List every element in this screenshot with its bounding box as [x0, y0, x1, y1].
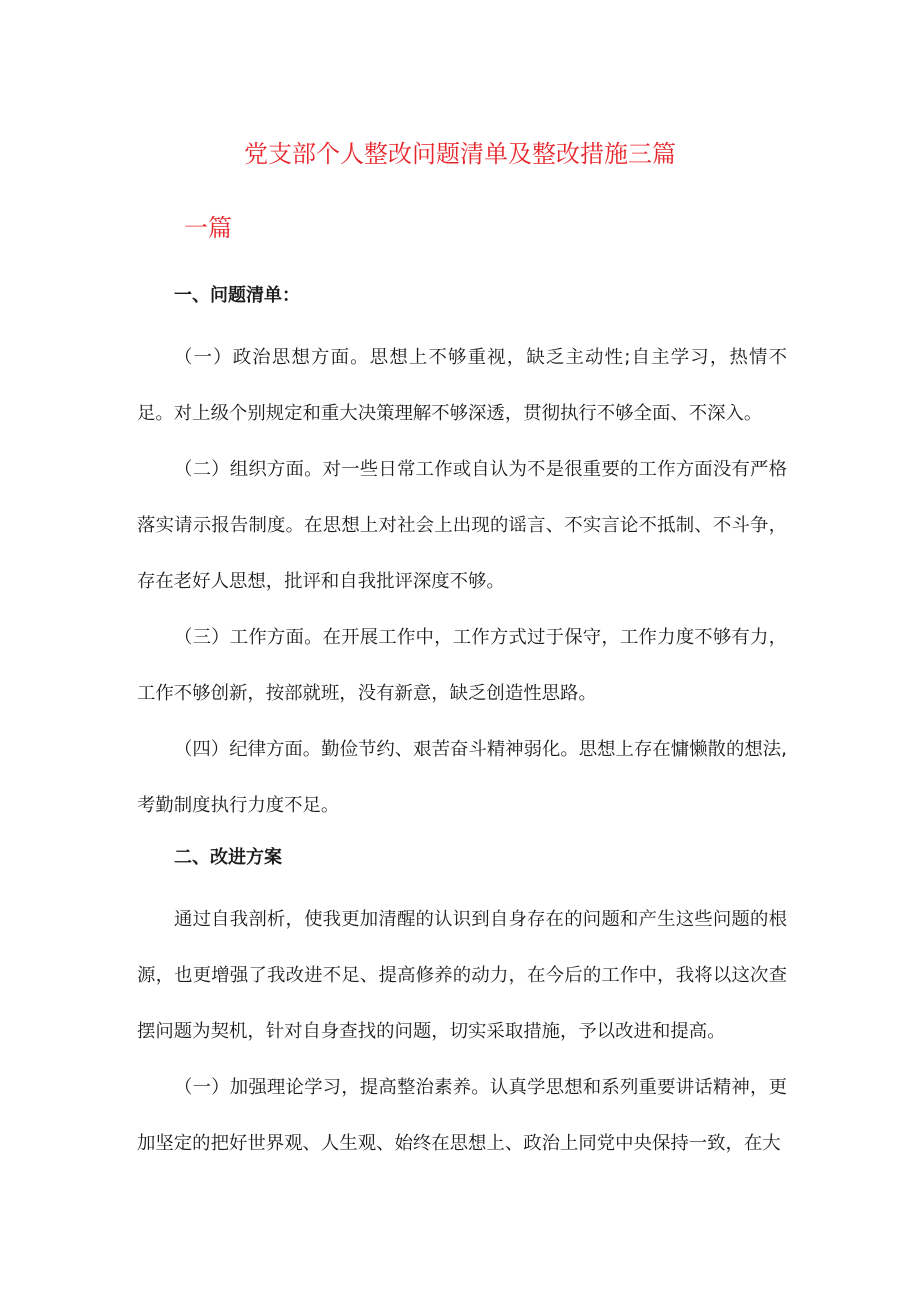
problem-item-organization: （二）组织方面。对一些日常工作或自认为不是很重要的工作方面没有严格落实请示报告制度。在思想上对社会上出现的谣言、不实言论不抵制、不斗争，存在老好人思想，批评和自我批评深度不够。 [137, 459, 787, 592]
problem-item-discipline: （四）纪律方面。勤俭节约、艰苦奋斗精神弱化。思想上存在慵懒散的想法,考勤制度执行力度不足。 [137, 739, 787, 816]
problem-item-work: （三）工作方面。在开展工作中，工作方式过于保守，工作力度不够有力，工作不够创新，按部就班，没有新意，缺乏创造性思路。 [137, 627, 787, 704]
document-title: 党支部个人整改问题清单及整改措施三篇 [244, 140, 676, 168]
improvement-intro: 通过自我剖析，使我更加清醒的认识到自身存在的问题和产生这些问题的根源，也更增强了我改进不足、提高修养的动力，在今后的工作中，我将以这次查摆问题为契机，针对自身查找的问题，切实采取措施，予以改进和提高。 [137, 909, 787, 1042]
section-heading-improvement: 二、改进方案 [174, 847, 282, 868]
section-heading-problems: 一、问题清单： [174, 285, 300, 306]
improvement-item-study: （一）加强理论学习，提高整治素养。认真学思想和系列重要讲话精神，更加坚定的把好世界观、人生观、始终在思想上、政治上同党中央保持一致，在大 [137, 1077, 787, 1154]
part-label: 一篇 [184, 214, 232, 242]
problem-item-political: （一）政治思想方面。思想上不够重视，缺乏主动性;自主学习，热情不足。对上级个别规定和重大决策理解不够深透，贯彻执行不够全面、不深入。 [137, 347, 787, 424]
